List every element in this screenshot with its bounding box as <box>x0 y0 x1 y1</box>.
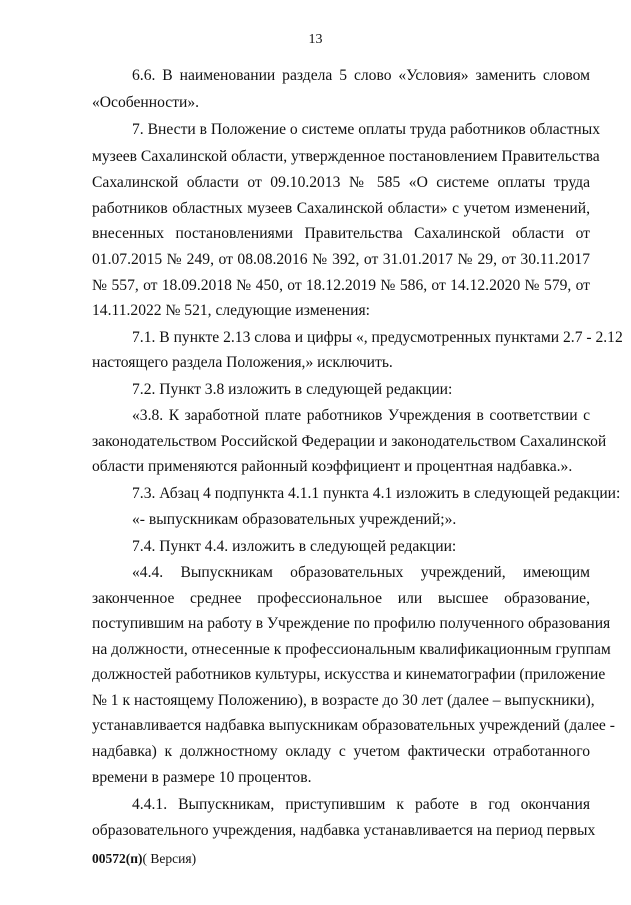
text-line: законодательством Российской Федерации и законодательством Сахалинской <box>92 433 607 450</box>
text-line: надбавка) к должностному окладу с учетом фактически отработанного <box>92 743 590 760</box>
text-line: музеев Сахалинской области, утвержденное постановлением Правительства <box>92 148 600 165</box>
text-line: 7.4. Пункт 4.4. изложить в следующей редакции: <box>132 538 457 555</box>
text-line: 01.07.2015 № 249, от 08.08.2016 № 392, от 31.01.2017 № 29, от 30.11.2017 <box>92 251 590 268</box>
text-line: «4.4. Выпускникам образовательных учреждений, имеющим <box>132 564 590 581</box>
text-line: образовательного учреждения, надбавка устанавливается на период первых <box>92 822 596 839</box>
text-line: 7.2. Пункт 3.8 изложить в следующей редакции: <box>132 381 453 398</box>
text-line: «- выпускникам образовательных учреждений;». <box>132 511 457 528</box>
text-line: законченное среднее профессиональное или высшее образование, <box>92 590 590 607</box>
text-line: внесенных постановлениями Правительства Сахалинской области от <box>92 225 590 242</box>
text-line: 6.6. В наименовании раздела 5 слово «Условия» заменить словом <box>132 67 590 84</box>
document-footer <box>92 851 196 867</box>
document-code: 00572(п) <box>92 851 143 866</box>
text-line: 14.11.2022 № 521, следующие изменения: <box>92 302 370 319</box>
text-line: Сахалинской области от 09.10.2013 № 585 «О системе оплаты труда <box>92 174 590 191</box>
text-line: настоящего раздела Положения,» исключить. <box>92 354 393 371</box>
text-line: 7.3. Абзац 4 подпункта 4.1.1 пункта 4.1 изложить в следующей редакции: <box>132 485 621 502</box>
text-line: 7. Внести в Положение о системе оплаты труда работников областных <box>132 121 601 138</box>
text-line: 7.1. В пункте 2.13 слова и цифры «, предусмотренных пунктами 2.7 - 2.12 <box>132 329 623 346</box>
text-line: области применяются районный коэффициент и процентная надбавка.». <box>92 458 573 475</box>
text-line: 4.4.1. Выпускникам, приступившим к работе в год окончания <box>132 796 590 813</box>
text-line: должностей работников культуры, искусства и кинематографии (приложение <box>92 666 606 683</box>
text-line: времени в размере 10 процентов. <box>92 769 312 786</box>
page-number: 13 <box>308 32 323 47</box>
text-line: № 1 к настоящему Положению), в возрасте до 30 лет (далее – выпускники), <box>92 692 595 709</box>
text-line: № 557, от 18.09.2018 № 450, от 18.12.2019 № 586, от 14.12.2020 № 579, от <box>92 277 590 294</box>
text-line: «Особенности». <box>92 94 200 111</box>
text-line: на должности, отнесенные к профессиональным квалификационным группам <box>92 641 611 658</box>
text-line: «3.8. К заработной плате работников Учреждения в соответствии с <box>132 407 590 424</box>
document-version: ( Версия) <box>142 851 197 866</box>
text-line: поступившим на работу в Учреждение по профилю полученного образования <box>92 615 611 632</box>
text-line: работников областных музеев Сахалинской области» с учетом изменений, <box>92 200 590 217</box>
text-line: устанавливается надбавка выпускникам образовательных учреждений (далее - <box>92 717 615 734</box>
